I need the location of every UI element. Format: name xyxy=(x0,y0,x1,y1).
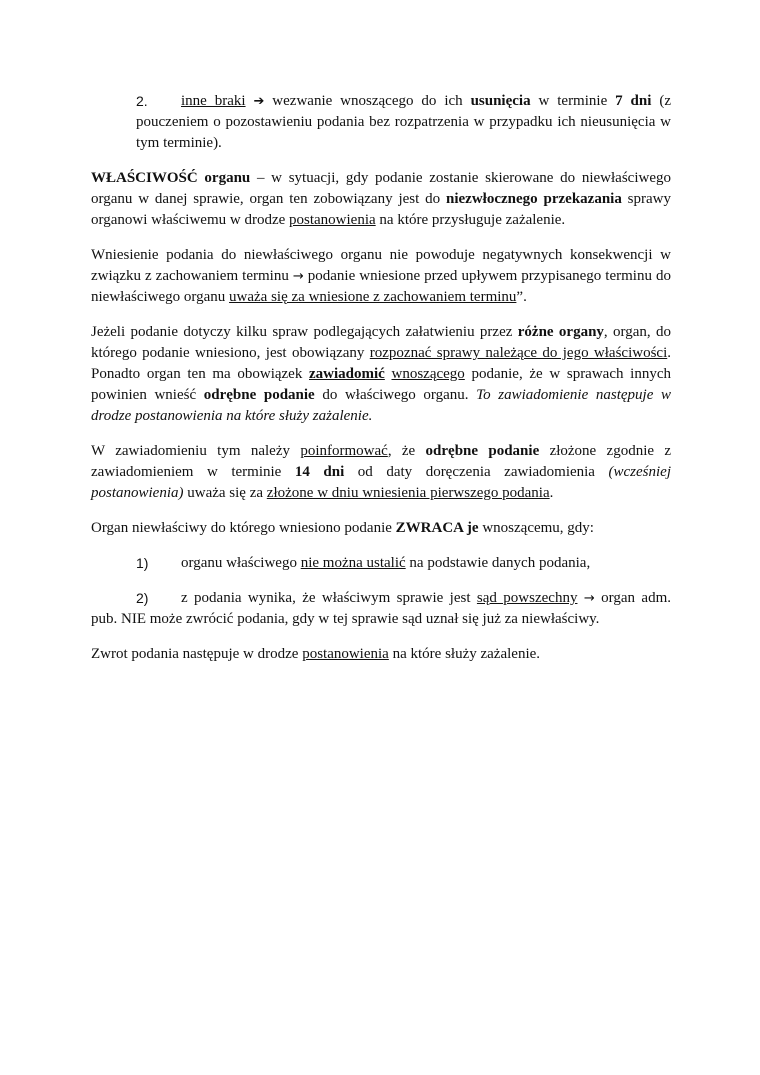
bold-text: 7 dni xyxy=(615,93,652,109)
list-item-2b xyxy=(91,588,671,630)
underlined-text: sąd powszechny xyxy=(476,590,578,606)
arrow-right-icon: → xyxy=(583,591,595,606)
text-span: . Ponadto organ ten ma obowiązek xyxy=(91,345,671,382)
underlined-text: poinformować xyxy=(300,443,388,459)
list-item-text xyxy=(91,553,671,574)
list-item-text xyxy=(91,588,671,630)
text-span: sprawy organowi właściwemu w drodze xyxy=(91,191,672,228)
text-span: złożone zgodnie z zawiadomieniem w terminie xyxy=(91,443,672,480)
underlined-text: złożone w dniu wniesienia pierwszego podania xyxy=(266,485,550,501)
bold-text: odrębne podanie xyxy=(425,443,540,459)
text-span: . xyxy=(549,485,554,501)
text-span: – w sytuacji, gdy podanie zostanie skierowane do niewłaściwego organu w danej sprawie, organ ten zobowiązany jest do xyxy=(91,170,671,207)
bold-text: odrębne podanie xyxy=(203,387,315,403)
bold-text: różne organy xyxy=(517,324,604,340)
text-span: z podania wynika, że właściwym sprawie jest xyxy=(181,590,477,606)
italic-text: To zawiadomienie następuje w drodze postanowienia na które służy zażalenie. xyxy=(91,387,671,424)
list-item-2 xyxy=(91,91,671,154)
text-span: W zawiadomieniu tym należy xyxy=(91,443,301,459)
list-number: 2) xyxy=(136,590,149,606)
document-page xyxy=(91,91,671,679)
text-span: , że xyxy=(387,443,426,459)
text-span: organ adm. pub. NIE może zwrócić podania, gdy w tej sprawie sąd uznał się już za niewłaściwy. xyxy=(91,590,672,627)
text-span: organu właściwego xyxy=(181,555,301,571)
arrow-right-icon: ➔ xyxy=(253,94,265,109)
text-span: podanie wniesione przed upływem przypisanego terminu do niewłaściwego organu xyxy=(91,268,671,305)
paragraph-zwraca xyxy=(91,518,671,539)
text-span: wnoszącemu, gdy: xyxy=(478,520,594,536)
list-item-1 xyxy=(91,553,671,574)
text-span: w terminie xyxy=(530,93,616,109)
bold-text: niezwłocznego przekazania xyxy=(446,191,622,207)
paragraph-zawiadomienie xyxy=(91,441,671,504)
paragraph-kilka-spraw xyxy=(91,322,671,427)
underlined-text: nie można ustalić xyxy=(300,555,406,571)
text-span: na podstawie danych podania, xyxy=(405,555,591,571)
text-span: od daty doręczenia zawiadomienia xyxy=(344,464,609,480)
text-span xyxy=(385,366,392,382)
bold-underlined-text: zawiadomić xyxy=(309,366,385,382)
text-span: podanie, że w sprawach innych powinien wnieść xyxy=(91,366,671,403)
text-span: Organ niewłaściwy do którego wniesiono podanie xyxy=(91,520,396,536)
text-span: wezwanie wnoszącego do ich xyxy=(264,93,471,109)
bold-text: ZWRACA je xyxy=(395,520,479,536)
text-span: Wniesienie podania do niewłaściwego organu nie powoduje negatywnych konsekwencji w związku z zachowaniem terminu xyxy=(91,247,671,284)
text-span: , organ, do którego podanie wniesiono, jest obowiązany xyxy=(91,324,671,361)
arrow-right-icon: → xyxy=(292,269,304,284)
underlined-text: wnoszącego xyxy=(391,366,465,382)
underlined-text: postanowienia xyxy=(302,646,389,662)
text-span: Jeżeli podanie dotyczy kilku spraw podlegających załatwieniu przez xyxy=(91,324,518,340)
underlined-text: postanowienia xyxy=(289,212,376,228)
paragraph-wlasciwosc xyxy=(91,168,671,231)
bold-heading: WŁAŚCIWOŚĆ organu xyxy=(91,170,251,186)
inne-braki-text: inne braki xyxy=(181,93,246,109)
underlined-text: rozpoznać sprawy należące do jego właściwości xyxy=(369,345,668,361)
underlined-text: uważa się za wniesione z zachowaniem terminu xyxy=(229,289,517,305)
paragraph-zwrot xyxy=(91,644,671,665)
italic-text: (wcześniej postanowienia) xyxy=(91,464,671,501)
text-span: uważa się za xyxy=(183,485,267,501)
text-span: Zwrot podania następuje w drodze xyxy=(91,646,303,662)
text-span: do właściwego organu. xyxy=(314,387,477,403)
text-span: ”. xyxy=(516,289,527,305)
list-number: 1) xyxy=(136,555,149,571)
text-span: na które służy zażalenie. xyxy=(388,646,541,662)
text-span: (z pouczeniem o pozostawieniu podania bez rozpatrzenia w przypadku ich nieusunięcia w tym terminie). xyxy=(136,93,671,151)
text-span: na które przysługuje zażalenie. xyxy=(375,212,566,228)
bold-text: 14 dni xyxy=(294,464,345,480)
list-number: 2. xyxy=(136,93,148,109)
paragraph-wniesienie xyxy=(91,245,671,308)
bold-text: usunięcia xyxy=(470,93,531,109)
